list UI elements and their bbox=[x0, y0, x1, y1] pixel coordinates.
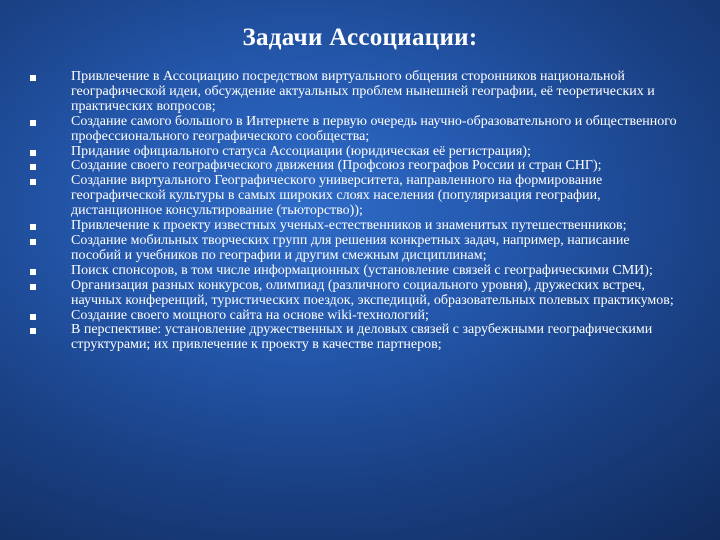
list-item-text: Привлечение в Ассоциацию посредством виртуального общения сторонников национальной географической идеи, обсуждение актуальных проблем нынешней географии, её теоретических и практических вопросов; bbox=[71, 69, 655, 114]
list-item bbox=[0, 70, 720, 115]
list-item-text: Создание своего мощного сайта на основе wiki-технологий; bbox=[71, 307, 429, 323]
list-item-text: Придание официального статуса Ассоциации (юридическая её регистрация); bbox=[71, 143, 531, 159]
list-item-text: Создание самого большого в Интернете в первую очередь научно-образовательного и общественного профессионального географического сообщества; bbox=[71, 113, 677, 144]
square-bullet-icon bbox=[30, 179, 36, 185]
slide-title: Задачи Ассоциации: bbox=[242, 24, 478, 51]
square-bullet-icon bbox=[30, 284, 36, 290]
list-item-text: Создание своего географического движения (Профсоюз географов России и стран СНГ); bbox=[71, 158, 602, 174]
square-bullet-icon bbox=[30, 224, 36, 230]
list-item bbox=[0, 234, 720, 264]
list-item bbox=[0, 264, 720, 279]
list-item-text: Создание мобильных творческих групп для решения конкретных задач, например, написание пособий и учебников по географии и другим смежным дисциплинам; bbox=[71, 232, 630, 263]
list-item bbox=[0, 279, 720, 309]
square-bullet-icon bbox=[30, 150, 36, 156]
square-bullet-icon bbox=[30, 314, 36, 320]
square-bullet-icon bbox=[30, 164, 36, 170]
list-item bbox=[0, 219, 720, 234]
list-item bbox=[0, 174, 720, 219]
list-item-text: Создание виртуального Географического университета, направленного на формирование географической культуры в самых широких слоях населения (популяризация географии, дистанционное консультирование (тьюторство)); bbox=[71, 173, 603, 219]
square-bullet-icon bbox=[30, 239, 36, 245]
list-item bbox=[0, 159, 720, 174]
list-item-text: Привлечение к проекту известных ученых-естественников и знаменитых путешественников; bbox=[71, 218, 627, 234]
list-item bbox=[0, 145, 720, 160]
list-item-text: Поиск спонсоров, в том числе информационных (установление связей с географическими СМИ); bbox=[71, 262, 653, 278]
square-bullet-icon bbox=[30, 328, 36, 334]
square-bullet-icon bbox=[30, 120, 36, 126]
square-bullet-icon bbox=[30, 269, 36, 275]
list-item-text: Организация разных конкурсов, олимпиад (различного социального уровня), дружеских встреч, научных конференций, туристических поездок, экспедиций, образовательных полевых практикумов; bbox=[71, 277, 674, 308]
list-item bbox=[0, 115, 720, 145]
list-item bbox=[0, 323, 720, 353]
list-item-text: В перспективе: установление дружественных и деловых связей с зарубежными географическими структурами; их привлечение к проекту в качестве партнеров; bbox=[71, 322, 653, 353]
list-item bbox=[0, 309, 720, 324]
task-list bbox=[0, 70, 720, 353]
square-bullet-icon bbox=[30, 75, 36, 81]
